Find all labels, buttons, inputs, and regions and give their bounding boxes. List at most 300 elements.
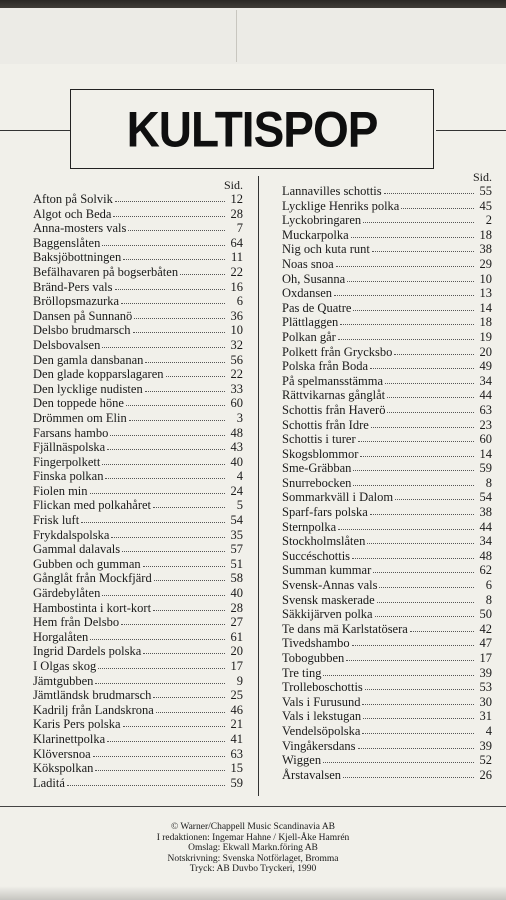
page-number: 28 (230, 600, 243, 615)
song-title: Karis Pers polska (33, 717, 121, 732)
contents-entry (33, 498, 243, 513)
dot-leader (363, 709, 474, 719)
page-number: 34 (479, 534, 492, 549)
contents-entry (282, 476, 492, 491)
song-title: Vendelsöpolska (282, 723, 361, 738)
page-number: 61 (230, 629, 243, 644)
song-title: Säkkijärven polka (282, 607, 373, 622)
dot-leader (343, 768, 474, 778)
page-number: 54 (230, 513, 243, 528)
dot-leader (353, 476, 474, 486)
song-title: Plättlaggen (282, 315, 339, 330)
song-title: Den lycklige nudisten (33, 381, 143, 396)
dot-leader (336, 257, 474, 267)
song-title: Finska polkan (33, 469, 104, 484)
contents-entry (282, 315, 492, 330)
dot-leader (111, 528, 225, 538)
song-title: I Olgas skog (33, 659, 97, 673)
page-number: 40 (230, 586, 243, 601)
page-number: 39 (479, 738, 492, 753)
song-title: Vingåkersdans (282, 738, 356, 753)
contents-entry (33, 265, 243, 280)
page-number: 24 (230, 483, 243, 498)
dot-leader (351, 228, 474, 238)
page-number: 51 (230, 556, 243, 571)
page-number: 46 (230, 702, 243, 717)
song-title: Succéschottis (282, 548, 351, 563)
page-number: 64 (230, 235, 243, 250)
song-title: Frykdalspolska (33, 527, 110, 542)
page-number: 38 (479, 242, 492, 257)
song-title: Noas snoa (282, 256, 334, 271)
page-number: 32 (230, 337, 243, 352)
background-board (0, 8, 506, 67)
song-title: Te dans mä Karlstatösera (282, 621, 408, 636)
dot-leader (153, 601, 225, 611)
dot-leader (90, 484, 225, 494)
dot-leader (387, 403, 474, 413)
contents-entry (282, 651, 492, 666)
dot-leader (387, 388, 474, 398)
dot-leader (113, 207, 225, 217)
contents-entry (282, 403, 492, 418)
page-number: 53 (479, 680, 492, 695)
song-title: Oxdansen (282, 286, 332, 301)
dot-leader (338, 330, 474, 340)
dot-leader (358, 739, 474, 749)
dot-leader (95, 674, 225, 684)
song-title: Delsbo brudmarsch (33, 323, 131, 338)
dot-leader (347, 272, 474, 282)
song-title: Kökspolkan (33, 761, 94, 776)
contents-entry (282, 286, 492, 301)
contents-entry (33, 717, 243, 732)
dot-leader (95, 761, 225, 771)
contents-entry (282, 505, 492, 520)
page-number: 49 (479, 359, 492, 374)
contents-entry (282, 768, 492, 783)
page-number: 27 (230, 615, 243, 630)
dot-leader (105, 469, 225, 479)
page-shadow (0, 886, 506, 900)
contents-column-left (33, 178, 243, 790)
dot-leader (360, 447, 474, 457)
contents-entry (33, 426, 243, 441)
contents-entry (282, 257, 492, 272)
song-title: Frisk luft (33, 513, 80, 528)
dot-leader (401, 199, 474, 209)
page-number: 59 (479, 461, 492, 476)
song-title: Svensk-Annas vals (282, 578, 378, 593)
dot-leader (353, 461, 474, 471)
page-number: 52 (479, 753, 492, 768)
footer-rule (0, 806, 506, 807)
contents-entry (33, 644, 243, 659)
column-divider (258, 176, 259, 796)
page-number: 42 (479, 621, 492, 636)
dot-leader (323, 753, 474, 763)
page-number: 56 (230, 352, 243, 367)
song-title: Laditá (33, 775, 65, 790)
dot-leader (166, 367, 226, 377)
contents-entry (33, 674, 243, 689)
dot-leader (102, 338, 225, 348)
page-number: 34 (479, 373, 492, 388)
song-title: Gånglåt från Mockfjärd (33, 571, 152, 586)
dot-leader (353, 301, 474, 311)
song-title: Bränd-Pers vals (33, 279, 113, 294)
song-title: Tivedshambo (282, 636, 350, 651)
page-number: 17 (230, 659, 243, 673)
page-number: 13 (479, 286, 492, 301)
dot-leader (363, 213, 474, 223)
contents-entry (33, 280, 243, 295)
dot-leader (362, 695, 474, 705)
dot-leader (180, 265, 225, 275)
song-title: Summan kummar (282, 563, 372, 578)
page-number: 8 (485, 475, 492, 490)
page-number: 62 (479, 563, 492, 578)
contents-entry (282, 213, 492, 228)
contents-entry (33, 542, 243, 557)
dot-leader (154, 571, 225, 581)
song-title: Årstavalsen (282, 767, 342, 782)
page-number: 63 (479, 402, 492, 417)
song-title: Fingerpolkett (33, 454, 101, 469)
dot-leader (365, 680, 474, 690)
contents-entry (282, 739, 492, 754)
dot-leader (373, 563, 474, 573)
song-title: Oh, Susanna (282, 271, 346, 286)
page-number: 47 (479, 636, 492, 651)
page-number: 60 (479, 432, 492, 447)
dot-leader (362, 724, 474, 734)
dot-leader (395, 490, 474, 500)
song-title: Lyckobringaren (282, 213, 362, 228)
contents-entry (282, 578, 492, 593)
dot-leader (352, 636, 474, 646)
contents-entry (33, 338, 243, 353)
page-number: 48 (230, 425, 243, 440)
page-number: 10 (230, 323, 243, 338)
page-number: 28 (230, 206, 243, 221)
page-number: 15 (230, 761, 243, 776)
contents-entry (33, 411, 243, 426)
page-number: 18 (479, 315, 492, 330)
page-number: 22 (230, 264, 243, 279)
contents-entry (33, 513, 243, 528)
page-number: 21 (230, 717, 243, 732)
contents-entry (33, 236, 243, 251)
contents-entry (33, 367, 243, 382)
song-title: Drömmen om Elin (33, 410, 127, 425)
page-number: 6 (236, 294, 243, 309)
dot-leader (372, 242, 474, 252)
song-title: Skogsblommor (282, 446, 359, 461)
page-number: 10 (479, 271, 492, 286)
song-title: Horgalåten (33, 629, 89, 644)
contents-entry (33, 557, 243, 572)
contents-entry (282, 753, 492, 768)
page-number: 60 (230, 396, 243, 411)
page-number: 43 (230, 440, 243, 455)
song-title: Gärdebylåten (33, 586, 101, 601)
page-number: 2 (485, 213, 492, 228)
contents-entry (282, 199, 492, 214)
contents-entry (33, 586, 243, 601)
page-column-header: Sid. (472, 170, 492, 184)
contents-entry (282, 418, 492, 433)
contents-entry (282, 636, 492, 651)
song-title: Hambostinta i kort-kort (33, 600, 152, 615)
page-number: 14 (479, 446, 492, 461)
contents-entry (282, 432, 492, 447)
dot-leader (123, 717, 226, 727)
dot-leader (384, 184, 474, 194)
dot-leader (121, 615, 225, 625)
dot-leader (334, 286, 474, 296)
page-number: 63 (230, 746, 243, 761)
contents-entry (282, 520, 492, 535)
dot-leader (102, 236, 225, 246)
contents-entry (33, 601, 243, 616)
page-title: KULTISPOP (126, 100, 378, 158)
page-number: 30 (479, 694, 492, 709)
contents-entry (33, 484, 243, 499)
contents-entry (33, 294, 243, 309)
page-number: 20 (230, 644, 243, 659)
page-number: 35 (230, 527, 243, 542)
song-title: Wiggen (282, 753, 322, 768)
song-title: Ingrid Dardels polska (33, 644, 142, 659)
page-number: 18 (479, 227, 492, 242)
contents-entry (33, 571, 243, 586)
dot-leader (153, 498, 225, 508)
contents-entry (33, 688, 243, 703)
contents-entry (282, 242, 492, 257)
dot-leader (410, 622, 474, 632)
dot-leader (385, 374, 474, 384)
contents-entry (33, 747, 243, 762)
page-number: 40 (230, 454, 243, 469)
dot-leader (115, 192, 225, 202)
contents-column-right (282, 170, 492, 782)
page-number: 23 (479, 417, 492, 432)
page-number: 31 (479, 709, 492, 724)
credit-line: © Warner/Chappell Music Scandinavia AB (170, 822, 336, 832)
contents-entry (282, 534, 492, 549)
page-number: 8 (485, 592, 492, 607)
page-number: 11 (230, 250, 243, 265)
dot-leader (156, 703, 225, 713)
song-title: Farsans hambo (33, 425, 109, 440)
song-title: Pas de Quatre (282, 300, 352, 315)
title-rule-right (436, 130, 506, 131)
contents-entry (282, 330, 492, 345)
page-number: 44 (479, 388, 492, 403)
contents-entry (282, 695, 492, 710)
page-number: 50 (479, 607, 492, 622)
dot-leader (145, 382, 225, 392)
contents-entry (33, 659, 243, 674)
contents-entry (282, 607, 492, 622)
title-rule-left (0, 130, 70, 131)
page-number: 20 (479, 344, 492, 359)
contents-entry (282, 666, 492, 681)
dot-leader (323, 666, 474, 676)
contents-entry (282, 622, 492, 637)
contents-entry (33, 776, 243, 791)
dot-leader (133, 323, 225, 333)
page-number: 36 (230, 308, 243, 323)
contents-entry (282, 680, 492, 695)
contents-entry (282, 345, 492, 360)
page-number: 19 (479, 329, 492, 344)
song-title: Gammal dalavals (33, 542, 121, 557)
page-column-header: Sid. (223, 178, 243, 192)
song-title: Baksjöbottningen (33, 250, 122, 265)
song-title: Dansen på Sunnanö (33, 308, 133, 323)
contents-entry (282, 709, 492, 724)
page-number: 4 (485, 723, 492, 738)
page-number: 14 (479, 300, 492, 315)
dot-leader (115, 280, 226, 290)
page-number: 44 (479, 519, 492, 534)
board-seam (236, 10, 237, 62)
dot-leader (145, 353, 225, 363)
song-title: Polkett från Grycksbo (282, 344, 393, 359)
page-number: 48 (479, 548, 492, 563)
dot-leader (121, 294, 225, 304)
dot-leader (370, 505, 474, 515)
page-number: 22 (230, 367, 243, 382)
song-title: Sparf-fars polska (282, 505, 368, 520)
contents-entry (282, 724, 492, 739)
dot-leader (346, 651, 474, 661)
contents-entry (33, 732, 243, 747)
contents-entry (33, 615, 243, 630)
dot-leader (379, 578, 474, 588)
song-title: Fiolen min (33, 483, 88, 498)
song-title: Rättvikarnas gånglåt (282, 388, 386, 403)
page-number: 54 (479, 490, 492, 505)
page-number: 45 (479, 198, 492, 213)
dot-leader (375, 607, 474, 617)
dot-leader (126, 396, 225, 406)
credit-line: Tryck: AB Duvbo Tryckeri, 1990 (189, 864, 317, 874)
song-title: Fjällnäspolska (33, 440, 106, 455)
song-title: Nig och kuta runt (282, 242, 370, 257)
page-number: 29 (479, 256, 492, 271)
page-number: 55 (479, 184, 492, 198)
page-number: 9 (236, 673, 243, 688)
dot-leader (394, 345, 474, 355)
contents-entry (33, 309, 243, 324)
contents-entry (33, 396, 243, 411)
page-number: 26 (479, 767, 492, 782)
contents-entry (33, 469, 243, 484)
song-title: Polkan går (282, 329, 336, 344)
contents-entry (33, 221, 243, 236)
contents-entry (33, 761, 243, 776)
contents-entry (282, 549, 492, 564)
song-title: Afton på Solvik (33, 192, 113, 206)
page-number: 16 (230, 279, 243, 294)
dot-leader (358, 432, 474, 442)
dot-leader (143, 557, 225, 567)
credit-line: Omslag: Ekwall Markn.föring AB (188, 843, 318, 853)
dot-leader (129, 411, 225, 421)
song-title: Vals i lekstugan (282, 709, 362, 724)
song-title: Jämtgubben (33, 673, 94, 688)
dot-leader (123, 250, 225, 260)
contents-entry (282, 184, 492, 199)
dot-leader (352, 549, 474, 559)
song-title: Den toppede höne (33, 396, 124, 411)
title-box (70, 89, 434, 169)
credit-line: Notskrivning: Svenska Notförlaget, Bromma (167, 853, 339, 864)
dot-leader (371, 418, 474, 428)
song-title: Schottis från Haverö (282, 402, 386, 417)
dot-leader (370, 359, 474, 369)
contents-entry (282, 461, 492, 476)
song-title: Hem från Delsbo (33, 615, 120, 630)
dot-leader (340, 315, 474, 325)
song-title: Gubben och gumman (33, 556, 141, 571)
page-number: 39 (479, 665, 492, 680)
page-number: 3 (236, 410, 243, 425)
dot-leader (134, 309, 225, 319)
credit-line: I redaktionen: Ingemar Hahne / Kjell-Åke Hamrén (156, 832, 350, 843)
song-title: Snurrebocken (282, 475, 352, 490)
contents-entry (33, 703, 243, 718)
dot-leader (107, 732, 225, 742)
song-title: Tre ting (282, 665, 322, 680)
contents-entry (282, 374, 492, 389)
song-title: Stockholmslåten (282, 534, 366, 549)
dot-leader (107, 440, 225, 450)
song-title: Sternpolka (282, 519, 337, 534)
song-title: Trolleboschottis (282, 680, 363, 695)
page-number: 59 (230, 775, 243, 790)
contents-entry (282, 272, 492, 287)
song-title: Sommarkväll i Dalom (282, 490, 394, 505)
dot-leader (153, 688, 225, 698)
dot-leader (102, 586, 225, 596)
page-number: 33 (230, 381, 243, 396)
dot-leader (98, 659, 225, 669)
dot-leader (90, 630, 225, 640)
dot-leader (367, 534, 474, 544)
song-title: Delsbovalsen (33, 337, 101, 352)
song-title: Lannavilles schottis (282, 184, 382, 198)
song-title: Befälhavaren på bogserbåten (33, 264, 179, 279)
song-title: Flickan med polkahåret (33, 498, 152, 513)
contents-entry (282, 228, 492, 243)
contents-entry (33, 382, 243, 397)
page-number: 12 (230, 192, 243, 206)
page-number: 58 (230, 571, 243, 586)
page-number: 17 (479, 651, 492, 665)
song-title: Klöversnoa (33, 746, 91, 761)
contents-entry (282, 301, 492, 316)
contents-entry (282, 563, 492, 578)
page-number: 38 (479, 505, 492, 520)
dot-leader (93, 747, 225, 757)
song-title: Schottis från Idre (282, 417, 369, 432)
contents-entry (33, 630, 243, 645)
contents-entry (33, 455, 243, 470)
